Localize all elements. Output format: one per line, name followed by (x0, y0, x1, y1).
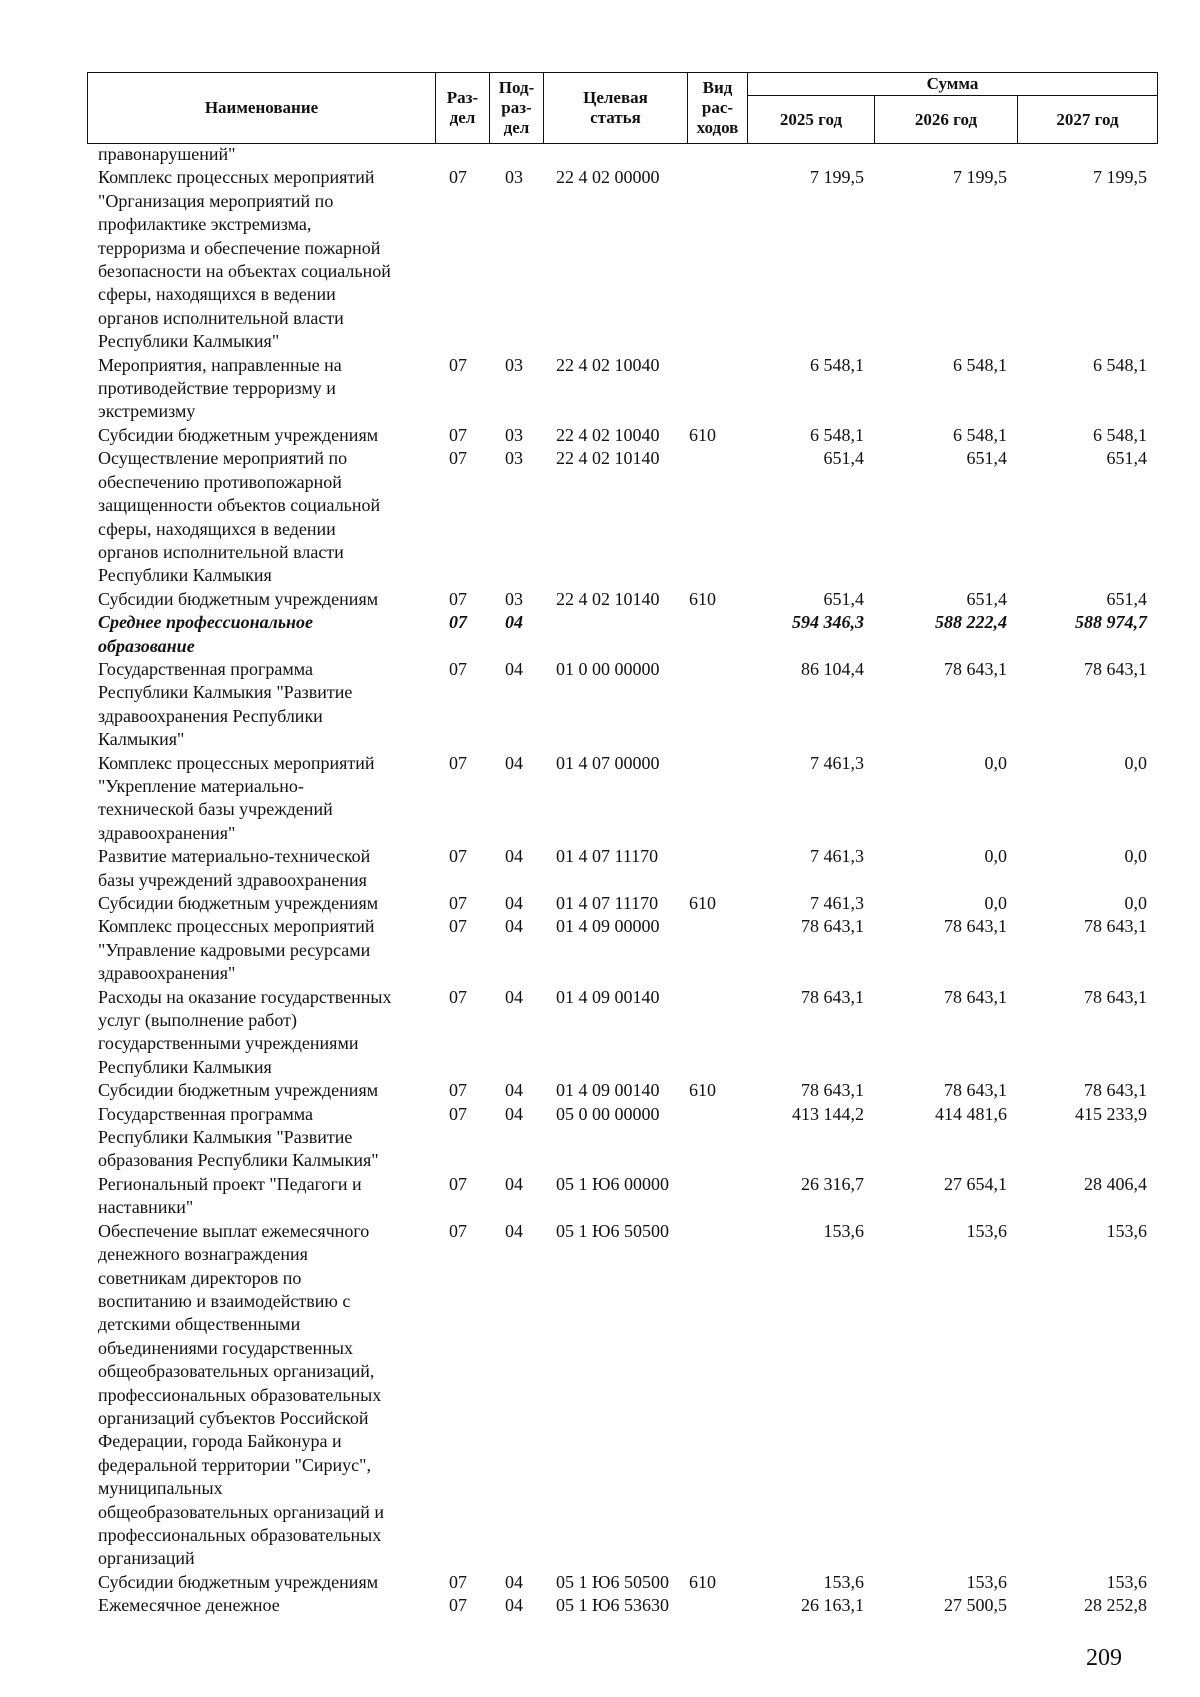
table-row (87, 424, 1157, 447)
row-name-line: Комплекс процессных мероприятий (98, 167, 375, 188)
row-sum-2025: 26 163,1 (801, 1595, 864, 1616)
row-celevaya-statya (543, 611, 687, 658)
row-name-line: Ежемесячное денежное (98, 1595, 280, 1616)
row-name-line: организаций (98, 1548, 195, 1569)
row-celevaya-statya: 01 4 07 00000 (556, 752, 660, 773)
row-sum-2026: 78 643,1 (944, 986, 1007, 1007)
row-celevaya-statya: 05 1 Ю6 50500 (556, 1571, 670, 1592)
row-sum-2027: 28 406,4 (1084, 1173, 1147, 1194)
row-razdel (435, 143, 489, 166)
row-celevaya-statya: 01 4 07 11170 (556, 846, 659, 867)
row-name (87, 1220, 435, 1571)
row-razdel: 07 (449, 916, 467, 937)
row-sum-2026: 651,4 (966, 448, 1007, 469)
row-sum-2027: 78 643,1 (1084, 658, 1147, 679)
header-vid-rashodov: Вид рас- ходов (688, 73, 748, 144)
header-year-2027: 2027 год (1018, 96, 1158, 144)
row-sum-2027: 78 643,1 (1084, 986, 1147, 1007)
row-sum-2026: 0,0 (984, 893, 1007, 913)
table-row (87, 1594, 1157, 1617)
row-podrazdel: 04 (505, 1571, 523, 1592)
row-podrazdel: 04 (505, 658, 523, 679)
row-razdel: 07 (449, 612, 467, 633)
row-name (87, 845, 435, 892)
row-podrazdel: 04 (505, 846, 523, 867)
row-name-line: образование (98, 635, 195, 656)
row-name-line: Субсидии бюджетным учреждениям (98, 1080, 379, 1101)
table-row (87, 1103, 1157, 1173)
row-name-line: безопасности на объектах социальной (98, 261, 391, 282)
row-podrazdel: 04 (505, 986, 523, 1007)
row-podrazdel: 04 (505, 916, 523, 937)
table-row (87, 611, 1157, 658)
row-vid-rashodov: 610 (689, 1571, 716, 1592)
table-row (87, 1079, 1157, 1102)
table-row (87, 658, 1157, 752)
row-vid-rashodov (687, 1594, 747, 1617)
row-razdel: 07 (449, 167, 467, 188)
row-podrazdel: 03 (505, 354, 523, 375)
row-sum-2026: 78 643,1 (944, 658, 1007, 679)
row-podrazdel: 03 (505, 167, 523, 188)
header-podrazdel: Под- раз- дел (490, 73, 544, 144)
row-name-line: здравоохранения" (98, 963, 236, 984)
row-razdel: 07 (449, 846, 467, 867)
row-podrazdel: 04 (505, 612, 523, 633)
row-vid-rashodov (687, 986, 747, 1080)
row-sum-2027 (1017, 143, 1157, 166)
row-name-line: образования Республики Калмыкия" (98, 1150, 379, 1171)
row-sum-2026: 27 654,1 (944, 1173, 1007, 1194)
row-name (87, 588, 435, 611)
row-podrazdel: 04 (505, 1080, 523, 1101)
row-razdel: 07 (449, 1220, 467, 1241)
table-row (87, 986, 1157, 1080)
row-vid-rashodov (687, 658, 747, 752)
row-name-line: общеобразовательных организаций, (98, 1361, 375, 1382)
row-celevaya-statya: 05 0 00 00000 (556, 1103, 660, 1124)
row-name-line: Развитие материально-технической (98, 846, 371, 867)
row-name (87, 143, 435, 166)
row-sum-2025: 7 461,3 (810, 752, 864, 773)
row-vid-rashodov (687, 143, 747, 166)
row-name-line: Субсидии бюджетным учреждениям (98, 1571, 379, 1592)
row-name-line: сферы, находящихся в ведении (98, 284, 336, 305)
table-row (87, 1571, 1157, 1594)
row-name-line: советникам директоров по (98, 1267, 302, 1288)
row-name-line: Федерации, города Байконура и (98, 1431, 342, 1452)
row-name-line: органов исполнительной власти (98, 541, 344, 562)
row-vid-rashodov (687, 447, 747, 587)
row-vid-rashodov (687, 1103, 747, 1173)
row-sum-2027: 7 199,5 (1093, 167, 1147, 188)
row-razdel: 07 (449, 588, 467, 609)
row-name (87, 1079, 435, 1102)
row-vid-rashodov: 610 (689, 424, 716, 445)
row-sum-2027: 588 974,7 (1075, 612, 1147, 633)
row-razdel: 07 (449, 1173, 467, 1194)
row-celevaya-statya: 01 4 09 00000 (556, 916, 660, 937)
row-sum-2026: 6 548,1 (953, 424, 1007, 445)
header-name: Наименование (88, 73, 436, 144)
row-name-line: Осуществление мероприятий по (98, 448, 348, 469)
table-row (87, 1220, 1157, 1571)
page-number: 209 (1086, 1645, 1122, 1671)
row-name-line: Комплекс процессных мероприятий (98, 752, 375, 773)
row-razdel: 07 (449, 448, 467, 469)
row-name (87, 166, 435, 353)
row-name-line: профилактике экстремизма, (98, 214, 312, 235)
row-name (87, 611, 435, 658)
table-row (87, 1173, 1157, 1220)
row-celevaya-statya: 22 4 02 00000 (556, 167, 660, 188)
row-sum-2025: 153,6 (823, 1571, 864, 1592)
row-sum-2025: 153,6 (823, 1220, 864, 1241)
row-sum-2027: 153,6 (1106, 1220, 1147, 1241)
row-vid-rashodov (687, 611, 747, 658)
row-vid-rashodov: 610 (689, 588, 716, 609)
row-razdel: 07 (449, 1103, 467, 1124)
row-name-line: государственными учреждениями (98, 1033, 359, 1054)
row-name-line: муниципальных (98, 1478, 223, 1499)
table-row (87, 166, 1157, 353)
row-name-line: воспитанию и взаимодействию с (98, 1290, 351, 1311)
row-razdel: 07 (449, 986, 467, 1007)
row-name-line: технической базы учреждений (98, 799, 333, 820)
row-podrazdel (489, 143, 543, 166)
row-sum-2025: 651,4 (823, 588, 864, 609)
row-sum-2027: 0,0 (1124, 846, 1147, 867)
row-name-line: Республики Калмыкия "Развитие (98, 1127, 353, 1148)
row-sum-2026: 78 643,1 (944, 916, 1007, 937)
row-celevaya-statya: 05 1 Ю6 00000 (556, 1173, 670, 1194)
header-year-2026: 2026 год (875, 96, 1018, 144)
row-podrazdel: 04 (505, 1220, 523, 1241)
row-podrazdel: 03 (505, 424, 523, 445)
row-sum-2027: 28 252,8 (1084, 1595, 1147, 1616)
table-row (87, 354, 1157, 424)
row-sum-2025: 78 643,1 (801, 916, 864, 937)
row-name-line: объединениями государственных (98, 1337, 353, 1358)
row-name-line: наставники" (98, 1197, 194, 1218)
row-vid-rashodov: 610 (689, 893, 716, 913)
row-name-line: Республики Калмыкия "Развитие (98, 682, 353, 703)
row-sum-2025: 7 199,5 (810, 167, 864, 188)
row-sum-2026 (874, 143, 1017, 166)
row-sum-2027: 6 548,1 (1093, 424, 1147, 445)
row-name-line: Республики Калмыкия" (98, 331, 280, 352)
row-razdel: 07 (449, 354, 467, 375)
row-name-line: базы учреждений здравоохранения (98, 869, 367, 890)
row-celevaya-statya: 22 4 02 10140 (556, 588, 660, 609)
row-name (87, 1594, 435, 1617)
row-name (87, 658, 435, 752)
row-vid-rashodov (687, 166, 747, 353)
row-name-line: Субсидии бюджетным учреждениям (98, 893, 379, 913)
row-name-line: организаций субъектов Российской (98, 1407, 369, 1428)
row-sum-2027: 153,6 (1106, 1571, 1147, 1592)
header-celevaya-statya: Целевая статья (544, 73, 688, 144)
row-razdel: 07 (449, 893, 467, 913)
header-razdel: Раз- дел (436, 73, 490, 144)
row-name-line: Государственная программа (98, 1103, 313, 1124)
row-name-line: "Организация мероприятий по (98, 190, 334, 211)
row-sum-2025: 78 643,1 (801, 986, 864, 1007)
row-vid-rashodov (687, 354, 747, 424)
row-name-line: Республики Калмыкия (98, 1056, 272, 1077)
row-sum-2025: 6 548,1 (810, 424, 864, 445)
row-name-line: профессиональных образовательных (98, 1384, 382, 1405)
row-vid-rashodov: 610 (689, 1080, 716, 1101)
row-name-line: защищенности объектов социальной (98, 495, 381, 516)
row-name-line: Обеспечение выплат ежемесячного (98, 1220, 370, 1241)
row-celevaya-statya: 01 4 07 11170 (556, 893, 659, 913)
table-row (87, 447, 1157, 587)
row-sum-2025: 651,4 (823, 448, 864, 469)
row-name-line: экстремизму (98, 401, 196, 422)
row-sum-2026: 0,0 (984, 846, 1007, 867)
row-sum-2025: 7 461,3 (810, 846, 864, 867)
table-row (87, 892, 1157, 915)
row-sum-2027: 78 643,1 (1084, 1080, 1147, 1101)
row-name-line: Субсидии бюджетным учреждениям (98, 424, 379, 445)
row-name-line: Республики Калмыкия (98, 565, 272, 586)
row-sum-2027: 415 233,9 (1075, 1103, 1147, 1124)
row-podrazdel: 04 (505, 1103, 523, 1124)
row-sum-2026: 414 481,6 (935, 1103, 1007, 1124)
table-row (87, 915, 1157, 985)
row-podrazdel: 04 (505, 1173, 523, 1194)
table-body (87, 143, 1157, 1618)
row-name-line: общеобразовательных организаций и (98, 1501, 384, 1522)
row-sum-2026: 153,6 (966, 1220, 1007, 1241)
row-name-line: профессиональных образовательных (98, 1524, 382, 1545)
row-name-line: Комплекс процессных мероприятий (98, 916, 375, 937)
row-name-line: здравоохранения Республики (98, 705, 323, 726)
row-name (87, 447, 435, 587)
row-podrazdel: 03 (505, 448, 523, 469)
row-name-line: органов исполнительной власти (98, 307, 344, 328)
row-vid-rashodov (687, 1173, 747, 1220)
row-vid-rashodov (687, 915, 747, 985)
table-row (87, 143, 1157, 166)
row-vid-rashodov (687, 845, 747, 892)
row-sum-2025: 413 144,2 (792, 1103, 864, 1124)
row-name-line: "Укрепление материально- (98, 775, 304, 796)
row-name (87, 1103, 435, 1173)
row-sum-2025: 594 346,3 (792, 612, 864, 633)
row-celevaya-statya: 01 4 09 00140 (556, 1080, 660, 1101)
row-name-line: Среднее профессиональное (98, 612, 314, 633)
row-sum-2026: 0,0 (984, 752, 1007, 773)
row-sum-2026: 651,4 (966, 588, 1007, 609)
row-celevaya-statya (543, 143, 687, 166)
row-name (87, 752, 435, 846)
row-razdel: 07 (449, 658, 467, 679)
row-celevaya-statya: 22 4 02 10140 (556, 448, 660, 469)
table-header (87, 72, 1158, 144)
row-razdel: 07 (449, 752, 467, 773)
row-name-line: здравоохранения" (98, 822, 236, 843)
row-razdel: 07 (449, 1080, 467, 1101)
row-sum-2025 (747, 143, 874, 166)
row-celevaya-statya: 22 4 02 10040 (556, 354, 660, 375)
row-celevaya-statya: 05 1 Ю6 53630 (556, 1595, 670, 1616)
row-name-line: детскими общественными (98, 1314, 301, 1335)
table-row (87, 588, 1157, 611)
row-name-line: терроризма и обеспечение пожарной (98, 237, 381, 258)
row-sum-2025: 26 316,7 (801, 1173, 864, 1194)
row-name (87, 915, 435, 985)
row-vid-rashodov (687, 1220, 747, 1571)
row-sum-2026: 588 222,4 (935, 612, 1007, 633)
row-sum-2026: 27 500,5 (944, 1595, 1007, 1616)
row-name-line: федеральной территории "Сириус", (98, 1454, 372, 1475)
row-name (87, 424, 435, 447)
header-summa: Сумма (748, 73, 1158, 96)
row-name-line: Расходы на оказание государственных (98, 986, 392, 1007)
row-razdel: 07 (449, 424, 467, 445)
row-sum-2026: 78 643,1 (944, 1080, 1007, 1101)
row-sum-2025: 7 461,3 (810, 893, 864, 913)
row-sum-2027: 0,0 (1124, 752, 1147, 773)
row-name-line: сферы, находящихся в ведении (98, 518, 336, 539)
row-name-line: противодействие терроризму и (98, 378, 336, 399)
row-celevaya-statya: 01 0 00 00000 (556, 658, 660, 679)
row-sum-2027: 0,0 (1124, 893, 1147, 913)
row-name-line: Калмыкия" (98, 729, 185, 750)
row-name-line: услуг (выполнение работ) (98, 1010, 297, 1031)
row-name (87, 986, 435, 1080)
row-sum-2027: 78 643,1 (1084, 916, 1147, 937)
row-name-line: "Управление кадровыми ресурсами (98, 939, 371, 960)
row-sum-2026: 153,6 (966, 1571, 1007, 1592)
row-sum-2025: 78 643,1 (801, 1080, 864, 1101)
row-name-line: денежного вознаграждения (98, 1244, 308, 1265)
row-name-line: правонарушений" (98, 144, 236, 164)
row-razdel: 07 (449, 1595, 467, 1616)
row-name (87, 1571, 435, 1594)
header-year-2025: 2025 год (748, 96, 875, 144)
row-podrazdel: 04 (505, 752, 523, 773)
row-celevaya-statya: 05 1 Ю6 50500 (556, 1220, 670, 1241)
row-razdel: 07 (449, 1571, 467, 1592)
table-row (87, 752, 1157, 846)
row-name-line: Региональный проект "Педагоги и (98, 1173, 362, 1194)
row-name-line: Субсидии бюджетным учреждениям (98, 588, 379, 609)
row-vid-rashodov (687, 752, 747, 846)
row-sum-2026: 7 199,5 (953, 167, 1007, 188)
row-celevaya-statya: 22 4 02 10040 (556, 424, 660, 445)
row-name-line: Мероприятия, направленные на (98, 354, 342, 375)
row-name (87, 1173, 435, 1220)
row-podrazdel: 04 (505, 1595, 523, 1616)
row-podrazdel: 03 (505, 588, 523, 609)
row-celevaya-statya: 01 4 09 00140 (556, 986, 660, 1007)
row-sum-2027: 651,4 (1106, 588, 1147, 609)
row-sum-2026: 6 548,1 (953, 354, 1007, 375)
row-sum-2025: 86 104,4 (801, 658, 864, 679)
row-name-line: Государственная программа (98, 658, 313, 679)
row-name (87, 892, 435, 915)
row-sum-2025: 6 548,1 (810, 354, 864, 375)
row-name-line: обеспечению противопожарной (98, 471, 342, 492)
row-sum-2027: 651,4 (1106, 448, 1147, 469)
row-podrazdel: 04 (505, 893, 523, 913)
row-name (87, 354, 435, 424)
table-row (87, 845, 1157, 892)
row-sum-2027: 6 548,1 (1093, 354, 1147, 375)
